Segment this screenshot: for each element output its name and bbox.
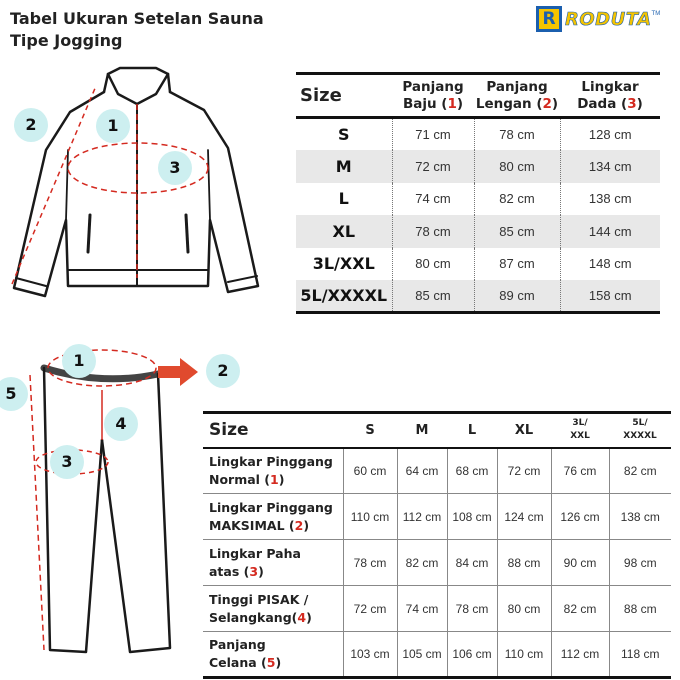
badge-sleeve-length: 2 [14, 108, 48, 142]
value-cell: 82 cm [609, 448, 671, 494]
value-cell: 82 cm [397, 540, 447, 586]
value-cell: 110 cm [497, 632, 551, 678]
logo-mark [536, 6, 562, 32]
jacket-header-length: Panjang Baju (1) [392, 74, 474, 118]
jacket-header-chest: Lingkar Dada (3) [560, 74, 660, 118]
table-row [296, 118, 660, 151]
measure-label: Tinggi PISAK / Selangkang(4) [203, 586, 343, 632]
table-row [296, 183, 660, 216]
table-row [203, 494, 671, 540]
value-cell: 60 cm [343, 448, 397, 494]
value-cell: 128 cm [560, 118, 660, 151]
value-cell: 82 cm [551, 586, 609, 632]
value-cell: 78 cm [474, 118, 560, 151]
pants-header-l: L [447, 413, 497, 448]
size-cell: 3L/XXL [312, 254, 375, 274]
value-cell: 80 cm [497, 586, 551, 632]
measure-label: Lingkar Paha atas (3) [203, 540, 343, 586]
badge-jacket-length: 1 [96, 109, 130, 143]
badge-pants-length: 5 [0, 377, 28, 411]
value-cell: 158 cm [560, 280, 660, 313]
size-cell: M [296, 150, 392, 183]
pants-illustration [44, 368, 170, 652]
value-cell: 89 cm [474, 280, 560, 313]
table-row [296, 248, 660, 281]
value-cell: 124 cm [497, 494, 551, 540]
table-row [296, 215, 660, 248]
badge-chest: 3 [158, 151, 192, 185]
table-row [203, 540, 671, 586]
waist-arrow-shaft [158, 366, 180, 378]
value-cell: 80 cm [392, 248, 474, 281]
value-cell: 88 cm [497, 540, 551, 586]
jacket-illustration [14, 68, 258, 296]
table-row [203, 448, 671, 494]
value-cell: 78 cm [343, 540, 397, 586]
value-cell: 90 cm [551, 540, 609, 586]
value-cell: 134 cm [560, 150, 660, 183]
value-cell: 138 cm [609, 494, 671, 540]
value-cell: 82 cm [474, 183, 560, 216]
value-cell: 85 cm [392, 280, 474, 313]
badge-thigh: 3 [50, 445, 84, 479]
table-row [296, 280, 660, 313]
value-cell: 80 cm [474, 150, 560, 183]
logo-letter: R [539, 9, 559, 29]
value-cell: 88 cm [609, 586, 671, 632]
value-cell: 112 cm [397, 494, 447, 540]
value-cell: 72 cm [497, 448, 551, 494]
size-cell: 5L/XXXXL [296, 280, 392, 313]
value-cell: 71 cm [392, 118, 474, 151]
value-cell: 112 cm [551, 632, 609, 678]
value-cell: 106 cm [447, 632, 497, 678]
pants-length-line [30, 375, 44, 650]
pants-header-xxxxl: 5L/ XXXXL [609, 413, 671, 448]
value-cell: 64 cm [397, 448, 447, 494]
size-cell: S [337, 125, 350, 144]
jacket-table-header [296, 74, 660, 118]
value-cell: 87 cm [474, 248, 560, 281]
value-cell: 78 cm [392, 215, 474, 248]
table-row [296, 150, 660, 183]
value-cell: 144 cm [560, 215, 660, 248]
value-cell: 78 cm [447, 586, 497, 632]
pants-header-m: M [397, 413, 447, 448]
size-cell: L [338, 189, 349, 209]
value-cell: 68 cm [447, 448, 497, 494]
value-cell: 72 cm [392, 150, 474, 183]
pants-size-table [203, 411, 671, 679]
title-line-1: Tabel Ukuran Setelan Sauna [10, 9, 264, 28]
jacket-header-size: Size [296, 74, 392, 118]
logo-tm: TM [651, 11, 661, 17]
value-cell: 110 cm [343, 494, 397, 540]
waist-arrow-head [180, 358, 198, 386]
value-cell: 85 cm [474, 215, 560, 248]
pants-header-s: S [343, 413, 397, 448]
value-cell: 118 cm [609, 632, 671, 678]
value-cell: 105 cm [397, 632, 447, 678]
brand-logo [536, 5, 660, 33]
logo-text: RODUTA [565, 8, 652, 30]
title-line-2: Tipe Jogging [10, 31, 123, 50]
value-cell: 74 cm [392, 183, 474, 216]
pants-header-xl: XL [497, 413, 551, 448]
value-cell: 138 cm [560, 183, 660, 216]
badge-waist-normal: 1 [62, 344, 96, 378]
value-cell: 148 cm [560, 248, 660, 281]
jacket-size-table [296, 72, 660, 314]
value-cell: 103 cm [343, 632, 397, 678]
jacket-header-sleeve: Panjang Lengan (2) [474, 74, 560, 118]
table-row [203, 632, 671, 678]
pants-header-xxl: 3L/ XXL [551, 413, 609, 448]
measure-label: Lingkar Pinggang Normal (1) [203, 448, 343, 494]
value-cell: 126 cm [551, 494, 609, 540]
value-cell: 76 cm [551, 448, 609, 494]
measure-label: Panjang Celana (5) [203, 632, 343, 678]
size-cell: XL [296, 215, 392, 248]
pants-header-size: Size [203, 413, 343, 448]
value-cell: 74 cm [397, 586, 447, 632]
value-cell: 108 cm [447, 494, 497, 540]
pants-table-header [203, 413, 671, 448]
value-cell: 98 cm [609, 540, 671, 586]
badge-rise: 4 [104, 407, 138, 441]
value-cell: 84 cm [447, 540, 497, 586]
value-cell: 72 cm [343, 586, 397, 632]
measure-label: Lingkar Pinggang MAKSIMAL (2) [203, 494, 343, 540]
table-row [203, 586, 671, 632]
badge-waist-max: 2 [206, 354, 240, 388]
